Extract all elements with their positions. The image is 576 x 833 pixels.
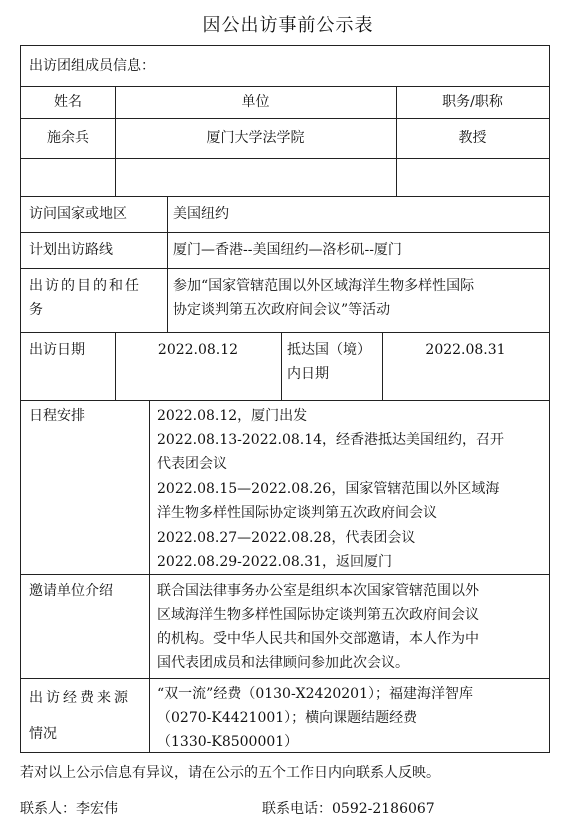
row-divider <box>21 86 549 87</box>
schedule-line: 2022.08.12，厦门出发 <box>157 408 308 424</box>
depart-date-label: 出访日期 <box>29 342 85 358</box>
row-divider <box>21 332 549 333</box>
inviter-line: 国代表团成员和法律顾问参加此次会议。 <box>157 655 409 671</box>
row-divider <box>21 158 549 159</box>
inviter-line: 区域海洋生物多样性国际协定谈判第五次政府间会议 <box>157 607 479 623</box>
col-divider <box>149 400 150 752</box>
inviter-line: 联合国法律事务办公室是组织本次国家管辖范围以外 <box>157 583 479 599</box>
row-divider <box>21 400 549 401</box>
arrive-date-value: 2022.08.31 <box>425 342 506 358</box>
member-name: 施余兵 <box>47 130 89 146</box>
objection-notice: 若对以上公示信息有异议，请在公示的五个工作日内向联系人反映。 <box>20 765 440 781</box>
purpose-label-line1: 出访的目的和任 <box>29 278 141 294</box>
funding-label-line2: 情况 <box>29 726 57 742</box>
member-position: 教授 <box>458 130 487 146</box>
route-value: 厦门—香港--美国纽约—洛杉矶--厦门 <box>173 242 402 258</box>
funding-line: （1330-K8500001） <box>157 734 299 750</box>
purpose-value-line2: 协定谈判第五次政府间会议”等活动 <box>173 302 391 318</box>
destination-label: 访问国家或地区 <box>29 206 127 222</box>
funding-line: （0270-K4421001）；横向课题结题经费 <box>157 710 418 726</box>
column-header-position: 职务/职称 <box>442 94 503 110</box>
column-header-unit: 单位 <box>241 94 270 110</box>
page-title: 因公出访事前公示表 <box>202 15 374 36</box>
schedule-label: 日程安排 <box>29 408 85 424</box>
row-divider <box>21 232 549 233</box>
route-label: 计划出访路线 <box>29 242 113 258</box>
row-divider <box>21 678 549 679</box>
row-divider <box>21 574 549 575</box>
col-divider <box>167 196 168 332</box>
funding-label-line1: 出访经费来源 <box>29 690 131 706</box>
schedule-line: 2022.08.27—2022.08.28，代表团会议 <box>157 530 416 546</box>
depart-date-value: 2022.08.12 <box>157 342 239 358</box>
funding-line: “双一流”经费（0130-X2420201）；福建海洋智库 <box>157 686 473 702</box>
contact-person: 联系人：李宏伟 <box>20 801 118 817</box>
row-divider <box>21 268 549 269</box>
schedule-line: 洋生物多样性国际协定谈判第五次政府间会议 <box>157 505 437 521</box>
purpose-value-line1: 参加“国家管辖范围以外区域海洋生物多样性国际 <box>173 278 475 294</box>
purpose-label-line2: 务 <box>29 302 43 318</box>
schedule-line: 2022.08.29-2022.08.31，返回厦门 <box>157 554 393 570</box>
inviter-label: 邀请单位介绍 <box>29 583 113 599</box>
schedule-line: 2022.08.15—2022.08.26，国家管辖范围以外区域海 <box>157 481 500 497</box>
col-divider <box>281 332 282 400</box>
column-header-name: 姓名 <box>54 94 82 110</box>
row-divider <box>21 196 549 197</box>
disclosure-table <box>20 45 550 753</box>
schedule-line: 代表团会议 <box>157 456 227 472</box>
arrive-date-label-line1: 抵达国（境） <box>287 342 371 358</box>
members-header: 出访团组成员信息： <box>29 58 155 74</box>
arrive-date-label-line2: 内日期 <box>287 366 329 382</box>
row-divider <box>21 118 549 119</box>
schedule-line: 2022.08.13-2022.08.14，经香港抵达美国纽约，召开 <box>157 432 505 448</box>
contact-phone: 联系电话：0592-2186067 <box>262 801 435 817</box>
member-unit: 厦门大学法学院 <box>206 130 305 146</box>
inviter-line: 的机构。受中华人民共和国外交部邀请，本人作为中 <box>157 631 479 647</box>
destination-value: 美国纽约 <box>173 206 229 222</box>
